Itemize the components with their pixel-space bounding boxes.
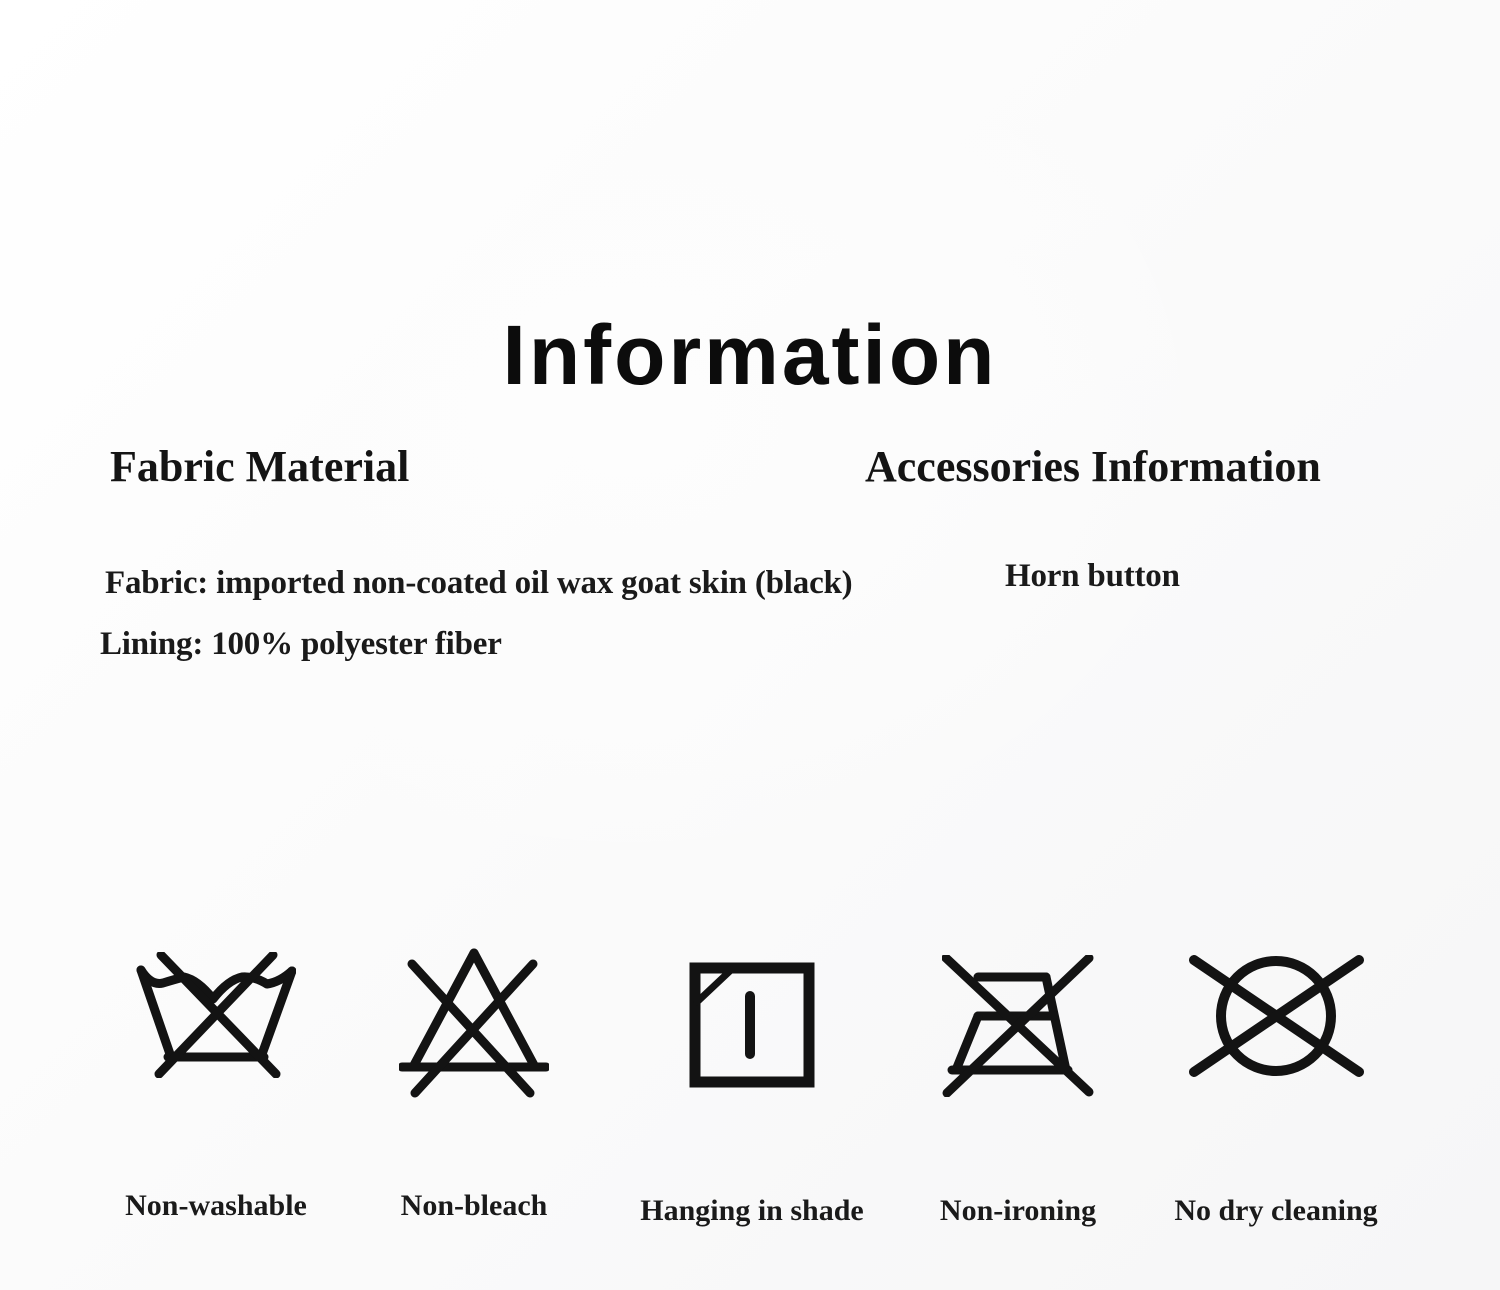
care-item-no-wash: [81, 952, 351, 1222]
accessories-heading: Accessories Information: [865, 442, 1321, 491]
fabric-material-heading: Fabric Material: [110, 442, 410, 491]
lining-description: Lining: 100% polyester fiber: [100, 626, 502, 662]
care-item-no-iron: [883, 955, 1153, 1227]
no-iron-icon: [942, 955, 1094, 1097]
accessory-item: Horn button: [1005, 558, 1180, 594]
care-item-no-dry-clean: [1141, 955, 1411, 1227]
care-label: Non-washable: [125, 1189, 307, 1222]
care-item-shade-dry: [617, 962, 887, 1227]
no-bleach-icon: [399, 946, 549, 1098]
care-label: Non-bleach: [400, 1189, 548, 1222]
care-label: No dry cleaning: [1174, 1194, 1378, 1227]
care-item-no-bleach: [339, 946, 609, 1222]
no-dry-clean-icon: [1188, 955, 1365, 1078]
care-label: Hanging in shade: [640, 1194, 864, 1227]
shade-dry-icon: [689, 962, 815, 1088]
fabric-description: Fabric: imported non-coated oil wax goat skin (black): [105, 565, 853, 601]
no-wash-icon: [136, 952, 296, 1078]
care-label: Non-ironing: [939, 1194, 1097, 1227]
page-title: Information: [502, 308, 998, 402]
